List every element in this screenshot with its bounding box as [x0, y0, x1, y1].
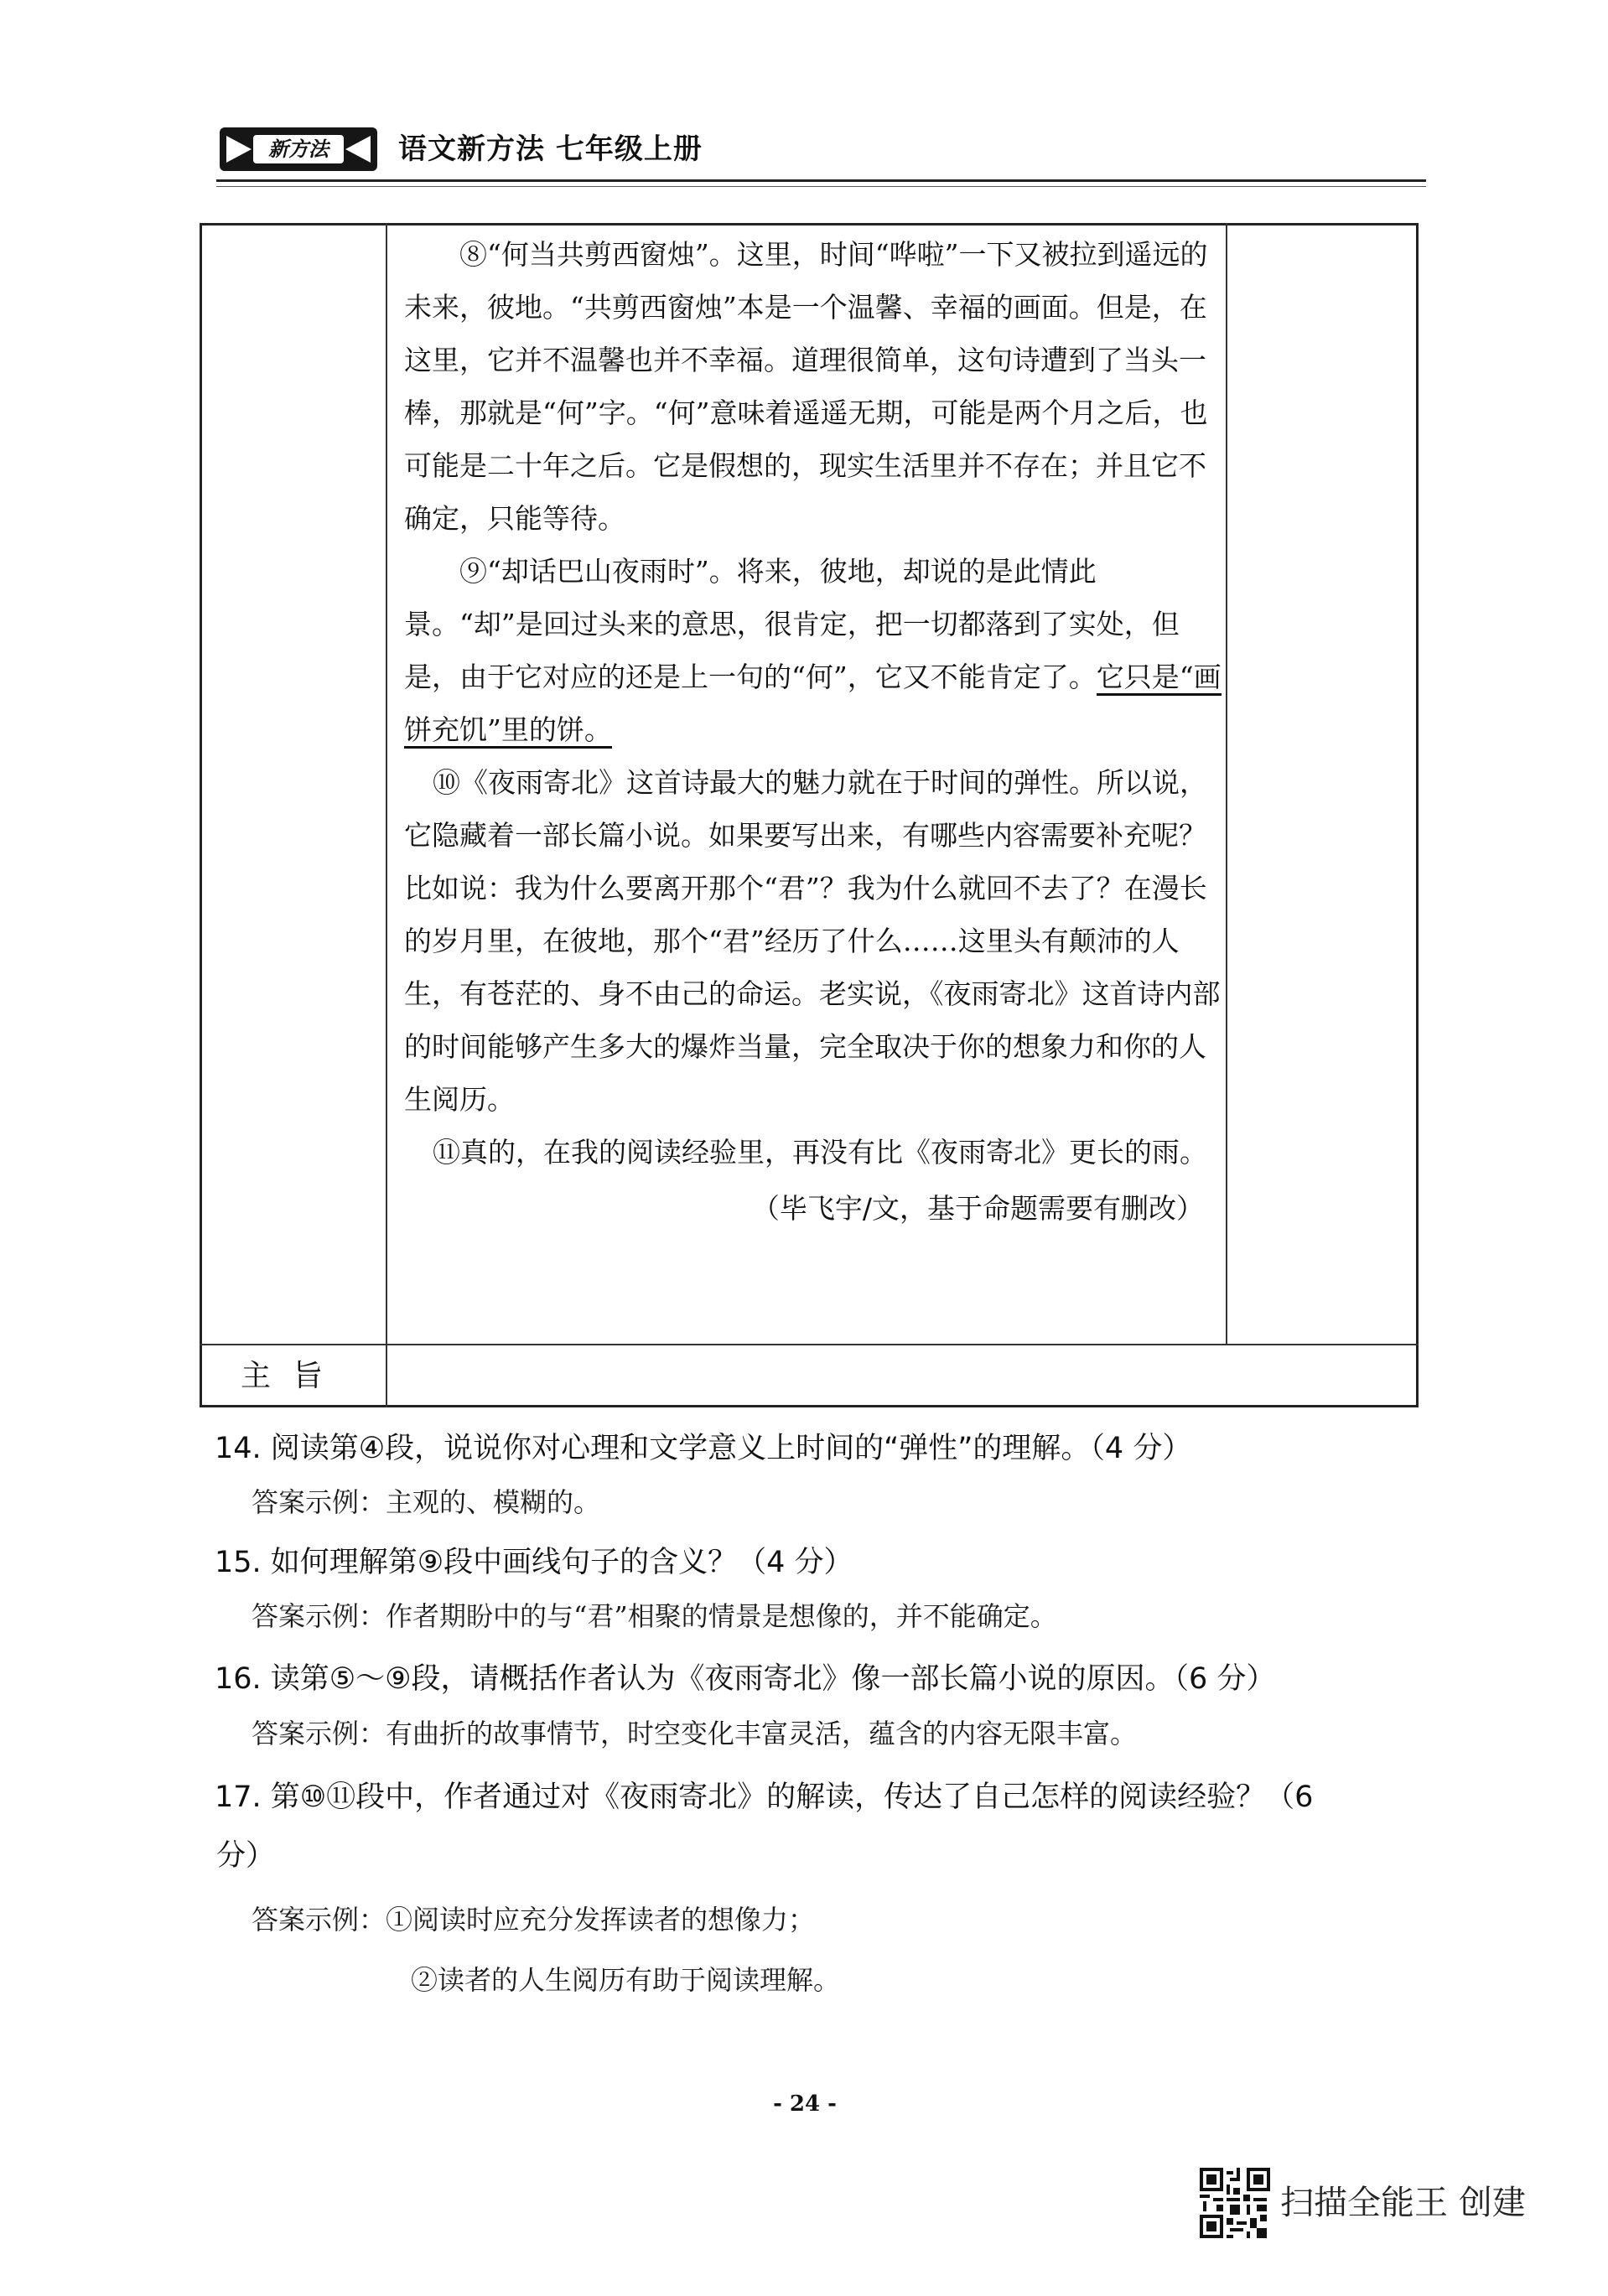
answer-16-text: 有曲折的故事情节，时空变化丰富灵活，蕴含的内容无限丰富。	[386, 1718, 1138, 1749]
logo-wing-right-icon	[345, 136, 371, 163]
answer-17-text-1: ①阅读时应充分发挥读者的想像力；	[386, 1904, 816, 1936]
question-16: 16. 读第⑤～⑨段，请概括作者认为《夜雨寄北》像一部长篇小说的原因。（6 分）	[215, 1662, 1276, 1696]
answer-label: 答案示例：	[252, 1904, 386, 1936]
answer-14-text: 主观的、模糊的。	[386, 1486, 601, 1518]
table-divider-left	[386, 223, 387, 1407]
reading-passage	[404, 228, 1226, 1235]
theme-label: 主旨	[240, 1359, 345, 1393]
answer-17-line-1	[252, 1896, 815, 1943]
question-15: 15. 如何理解第⑨段中画线句子的含义？（4 分）	[215, 1546, 853, 1579]
underlined-sentence: 它只是“画饼充饥”里的饼。	[404, 661, 1222, 749]
publisher-logo	[220, 127, 377, 171]
paragraph-10-text: ⑩《夜雨寄北》这首诗最大的魅力就在于时间的弹性。所以说，它隐藏着一部长篇小说。如果要写出来，有哪些内容需要补充呢？比如说：我为什么要离开那个“君”？我为什么就回不去了？在漫长的岁月里，在彼地，那个“君”经历了什么……这里头有颠沛的人生，有苍茫的、身不由己的命运。老实说，《夜雨寄北》这首诗内部的时间能够产生多大的爆炸当量，完全取决于你的想象力和你的人生阅历。	[404, 766, 1221, 1116]
answer-label: 答案示例：	[252, 1486, 386, 1518]
paragraph-8	[404, 228, 1226, 545]
header-divider-thin	[216, 186, 1426, 187]
answer-16	[252, 1710, 1137, 1757]
header-divider	[216, 179, 1426, 182]
scanner-watermark: 扫描全能王 创建	[1280, 2184, 1526, 2222]
answer-15-text: 作者期盼中的与“君”相聚的情景是想像的，并不能确定。	[386, 1600, 1057, 1632]
question-14: 14. 阅读第④段，说说你对心理和文学意义上时间的“弹性”的理解。（4 分）	[215, 1432, 1192, 1465]
paragraph-11	[404, 1126, 1226, 1179]
qr-code-icon	[1200, 2168, 1270, 2238]
table-divider-right	[1226, 223, 1227, 1345]
page-number: - 24 -	[773, 2091, 837, 2117]
logo-wing-left-icon	[226, 136, 252, 163]
passage-source: （毕飞宇/文，基于命题需要有删改）	[751, 1192, 1204, 1225]
question-17: 17. 第⑩⑪段中，作者通过对《夜雨寄北》的解读，传达了自己怎样的阅读经验？（6	[215, 1780, 1314, 1814]
question-17-continued: 分）	[216, 1839, 276, 1873]
book-title: 语文新方法 七年级上册	[398, 132, 703, 166]
paragraph-10	[404, 756, 1226, 1126]
paragraph-11-text: ⑪真的，在我的阅读经验里，再没有比《夜雨寄北》更长的雨。	[433, 1136, 1207, 1169]
paragraph-8-text: ⑧“何当共剪西窗烛”。这里，时间“哗啦”一下又被拉到遥远的未来，彼地。“共剪西窗烛”本是一个温馨、幸福的画面。但是，在这里，它并不温馨也并不幸福。道理很简单，这句诗遭到了当头一棒，那就是“何”字。“何”意味着遥遥无期，可能是两个月之后，也可能是二十年之后。它是假想的，现实生活里并不存在；并且它不确定，只能等待。	[404, 238, 1208, 535]
logo-text: 新方法	[253, 135, 344, 163]
paragraph-9-text: ⑨“却话巴山夜雨时”。将来，彼地，却说的是此情此景。“却”是回过头来的意思，很肯定，把一切都落到了实处，但是，由于它对应的还是上一句的“何”，它又不能肯定了。	[404, 555, 1180, 693]
answer-label: 答案示例：	[252, 1718, 386, 1749]
answer-15	[252, 1593, 1057, 1640]
paragraph-9	[404, 545, 1226, 756]
answer-label: 答案示例：	[252, 1600, 386, 1632]
answer-14	[252, 1479, 600, 1526]
answer-17-line-2: ②读者的人生阅历有助于阅读理解。	[411, 1964, 841, 1996]
